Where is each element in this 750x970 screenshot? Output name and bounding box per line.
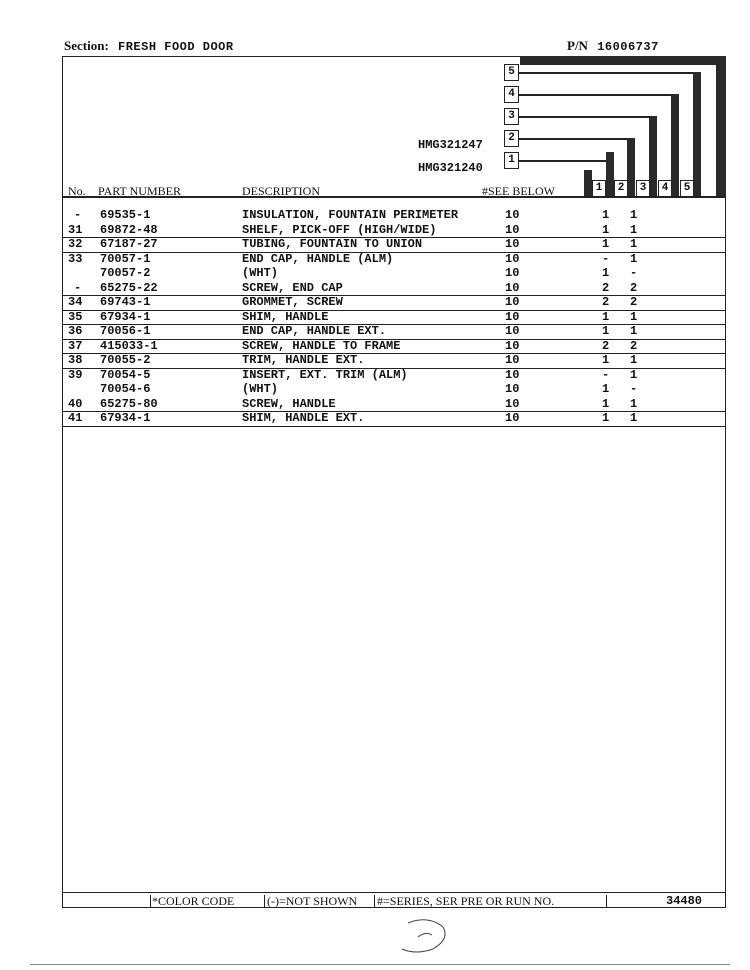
item-number: 34 — [68, 295, 83, 309]
part-description: SCREW, HANDLE — [242, 396, 336, 411]
table-row — [62, 237, 726, 253]
part-number: 415033-1 — [100, 338, 158, 353]
table-row — [62, 223, 726, 239]
series-number: 10 — [505, 324, 520, 338]
qty-col-1: 1 — [592, 180, 606, 197]
qty-col-2-value: - — [630, 266, 638, 280]
legend-footer — [62, 892, 726, 909]
qty-col-2-value: 1 — [630, 411, 638, 425]
qty-col-2-value: 2 — [630, 280, 638, 295]
qty-col-1-value: 2 — [602, 295, 610, 309]
qty-col-1-value: 1 — [602, 222, 610, 237]
qty-col-2-value: 1 — [630, 251, 638, 266]
qty-col-1-value: - — [602, 251, 610, 266]
part-number: 65275-80 — [100, 396, 158, 411]
table-row — [62, 208, 726, 223]
item-number: 38 — [68, 353, 83, 367]
series-number: 10 — [505, 367, 520, 382]
part-number: 70057-1 — [100, 251, 151, 266]
table-row — [62, 397, 726, 413]
model-number: HMG321247 — [418, 138, 483, 152]
legend-not-shown: (-)=NOT SHOWN — [267, 894, 358, 908]
series-number: 10 — [505, 208, 520, 222]
qty-col-1-value: 2 — [602, 338, 610, 353]
part-description: END CAP, HANDLE (ALM) — [242, 251, 394, 266]
part-description: SCREW, END CAP — [242, 280, 343, 295]
table-row — [62, 353, 726, 369]
part-description: END CAP, HANDLE EXT. — [242, 324, 387, 338]
table-row — [62, 310, 726, 326]
col-header-part-number: PART NUMBER — [98, 184, 181, 198]
part-number: 70056-1 — [100, 324, 151, 338]
section-value: FRESH FOOD DOOR — [118, 40, 234, 54]
qty-col-4: 4 — [658, 180, 672, 197]
part-number-header — [567, 38, 659, 54]
part-number: 70057-2 — [100, 266, 151, 280]
item-number: 41 — [68, 411, 83, 425]
pn-label: P/N — [567, 38, 588, 53]
part-description: GROMMET, SCREW — [242, 295, 343, 309]
item-number: - — [74, 208, 82, 222]
series-box-5: 5 — [504, 64, 519, 81]
col-header-description: DESCRIPTION — [242, 184, 321, 198]
series-number: 10 — [505, 411, 520, 425]
item-number: 40 — [68, 396, 83, 411]
item-number: 33 — [68, 251, 83, 266]
qty-col-1-value: 1 — [602, 396, 610, 411]
table-row — [62, 324, 726, 340]
series-number: 10 — [505, 338, 520, 353]
table-row — [62, 281, 726, 297]
part-description: SHELF, PICK-OFF (HIGH/WIDE) — [242, 222, 437, 237]
part-number: 67934-1 — [100, 309, 151, 324]
pn-value: 16006737 — [597, 40, 659, 54]
series-number: 10 — [505, 280, 520, 295]
part-number: 65275-22 — [100, 280, 158, 295]
part-number: 67187-27 — [100, 237, 158, 251]
table-row — [62, 266, 726, 281]
qty-col-2-value: 1 — [630, 353, 638, 367]
qty-col-2: 2 — [614, 180, 628, 197]
legend-color-code: *COLOR CODE — [152, 894, 235, 908]
part-number: 70054-6 — [100, 382, 151, 396]
series-box-3: 3 — [504, 108, 519, 125]
series-number: 10 — [505, 309, 520, 324]
qty-col-2-value: 1 — [630, 367, 638, 382]
qty-col-1-value: 2 — [602, 280, 610, 295]
qty-col-1-value: 1 — [602, 266, 610, 280]
item-number: 31 — [68, 222, 83, 237]
part-description: (WHT) — [242, 382, 279, 396]
qty-col-1-value: 1 — [602, 237, 610, 251]
item-number: 39 — [68, 367, 83, 382]
item-number: 37 — [68, 338, 83, 353]
legend-series: #=SERIES, SER PRE OR RUN NO. — [377, 894, 555, 908]
qty-col-1-value: - — [602, 367, 610, 382]
part-number: 69535-1 — [100, 208, 151, 222]
part-description: (WHT) — [242, 266, 279, 280]
qty-col-1-value: 1 — [602, 309, 610, 324]
page-number: 34480 — [666, 894, 703, 908]
qty-col-2-value: 1 — [630, 309, 638, 324]
part-description: SHIM, HANDLE — [242, 309, 329, 324]
qty-col-2-value: 1 — [630, 324, 638, 338]
qty-col-2-value: 1 — [630, 396, 638, 411]
part-description: INSULATION, FOUNTAIN PERIMETER — [242, 208, 459, 222]
series-number: 10 — [505, 222, 520, 237]
qty-col-2-value: - — [630, 382, 638, 396]
item-number: 36 — [68, 324, 83, 338]
bottom-rule — [30, 964, 730, 965]
table-row — [62, 295, 726, 311]
section-label: Section: — [64, 38, 109, 53]
series-number: 10 — [505, 396, 520, 411]
part-number: 70054-5 — [100, 367, 151, 382]
part-number: 67934-1 — [100, 411, 151, 425]
qty-col-2-value: 1 — [630, 222, 638, 237]
part-number: 69872-48 — [100, 222, 158, 237]
part-description: TRIM, HANDLE EXT. — [242, 353, 365, 367]
qty-col-1-value: 1 — [602, 208, 610, 222]
table-row — [62, 382, 726, 397]
part-description: SHIM, HANDLE EXT. — [242, 411, 365, 425]
scan-mark-icon — [388, 915, 458, 960]
series-number: 10 — [505, 382, 520, 396]
part-number: 70055-2 — [100, 353, 151, 367]
col-header-no: No. — [68, 184, 86, 198]
series-box-2: 2 — [504, 130, 519, 147]
qty-col-1-value: 1 — [602, 324, 610, 338]
series-number: 10 — [505, 295, 520, 309]
model-number: HMG321240 — [418, 161, 483, 175]
table-row — [62, 252, 726, 267]
table-row — [62, 339, 726, 355]
part-description: TUBING, FOUNTAIN TO UNION — [242, 237, 423, 251]
qty-col-2-value: 1 — [630, 237, 638, 251]
qty-col-3: 3 — [636, 180, 650, 197]
qty-col-5: 5 — [680, 180, 694, 197]
series-number: 10 — [505, 251, 520, 266]
col-header-see-below: #SEE BELOW — [482, 184, 555, 198]
item-number: 35 — [68, 309, 83, 324]
qty-col-1-value: 1 — [602, 411, 610, 425]
table-row — [62, 411, 726, 427]
section-header — [64, 38, 234, 54]
part-number: 69743-1 — [100, 295, 151, 309]
series-box-1: 1 — [504, 152, 519, 169]
table-row — [62, 368, 726, 383]
qty-col-2-value: 1 — [630, 208, 638, 222]
qty-col-1-value: 1 — [602, 382, 610, 396]
series-number: 10 — [505, 237, 520, 251]
series-box-4: 4 — [504, 86, 519, 103]
qty-col-1-value: 1 — [602, 353, 610, 367]
part-description: SCREW, HANDLE TO FRAME — [242, 338, 401, 353]
item-number: 32 — [68, 237, 83, 251]
qty-col-2-value: 2 — [630, 338, 638, 353]
series-number: 10 — [505, 353, 520, 367]
series-number: 10 — [505, 266, 520, 280]
item-number: - — [74, 280, 82, 295]
part-description: INSERT, EXT. TRIM (ALM) — [242, 367, 408, 382]
qty-col-2-value: 2 — [630, 295, 638, 309]
